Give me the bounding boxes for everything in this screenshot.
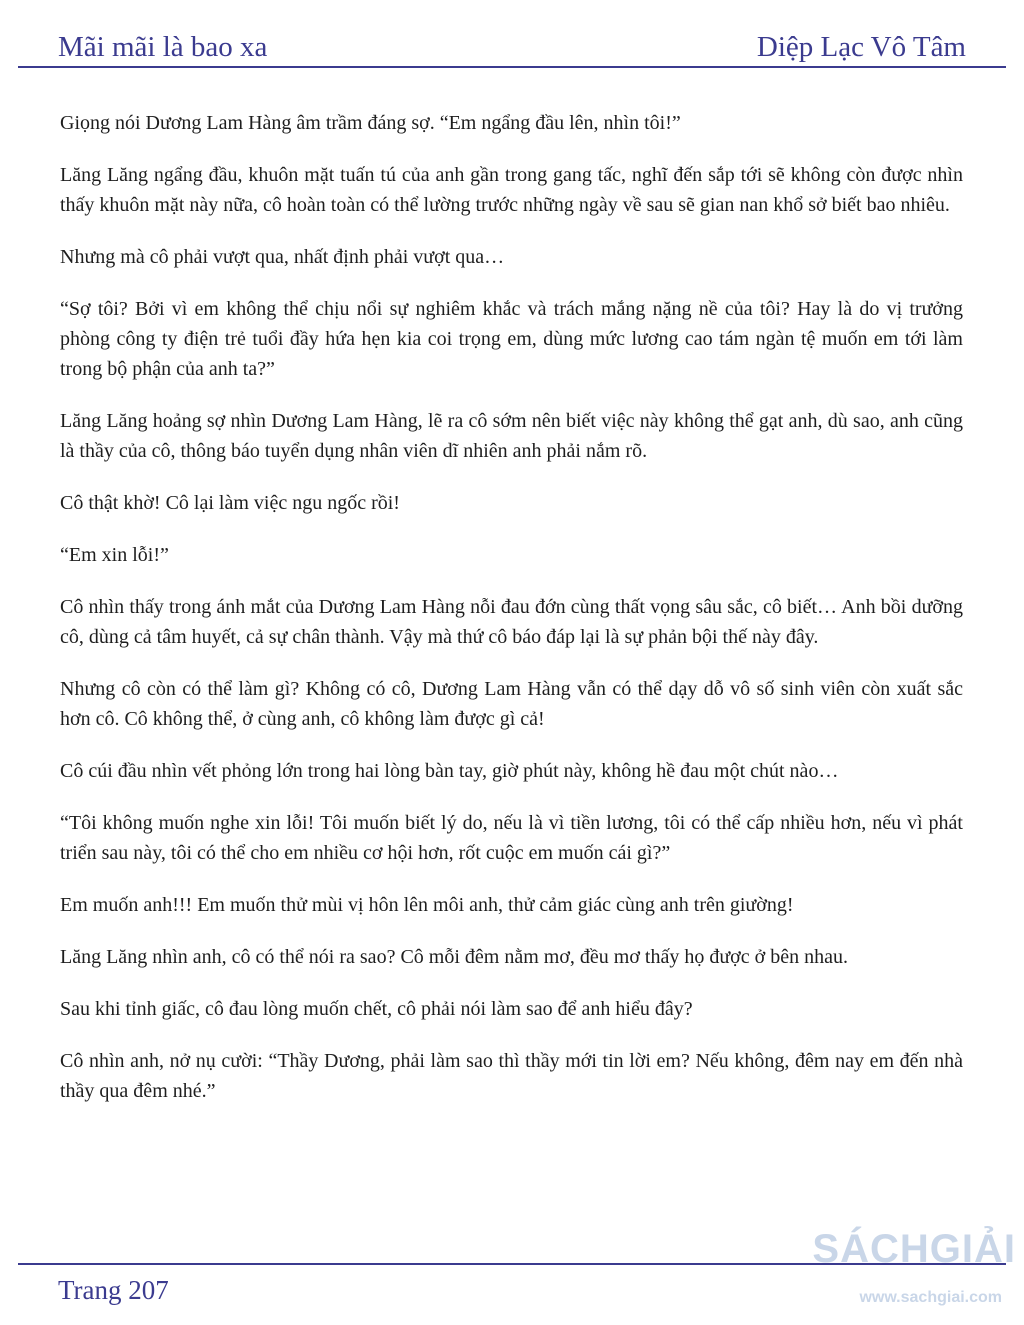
paragraph: Lăng Lăng hoảng sợ nhìn Dương Lam Hàng, lẽ ra cô sớm nên biết việc này không thể gạt anh, dù sao, anh cũng là thầy của cô, thông báo tuyển dụng nhân viên dĩ nhiên anh phải nắm rõ. <box>60 410 963 462</box>
paragraph: “Em xin lỗi!” <box>60 544 169 566</box>
paragraph: Sau khi tỉnh giấc, cô đau lòng muốn chết, cô phải nói làm sao để anh hiểu đây? <box>60 998 693 1020</box>
book-title: Mãi mãi là bao xa <box>58 31 268 63</box>
paragraph: “Sợ tôi? Bởi vì em không thể chịu nổi sự nghiêm khắc và trách mắng nặng nề của tôi? Hay là do vị trưởng phòng công ty điện trẻ tuổi đầy hứa hẹn kia coi trọng em, dùng mức lương cao tám ngàn tệ muốn em tới làm trong bộ phận của anh ta?” <box>60 298 963 380</box>
page-header <box>58 22 966 64</box>
paragraph: Nhưng mà cô phải vượt qua, nhất định phải vượt qua… <box>60 246 505 268</box>
paragraph: Em muốn anh!!! Em muốn thử mùi vị hôn lên môi anh, thử cảm giác cùng anh trên giường! <box>60 894 794 916</box>
page-number: Trang 207 <box>58 1275 169 1305</box>
book-author: Diệp Lạc Vô Tâm <box>756 31 966 63</box>
paragraph: Cô nhìn anh, nở nụ cười: “Thầy Dương, phải làm sao thì thầy mới tin lời em? Nếu không, đêm nay em đến nhà thầy qua đêm nhé.” <box>60 1050 963 1102</box>
paragraph: Giọng nói Dương Lam Hàng âm trầm đáng sợ. “Em ngẩng đầu lên, nhìn tôi!” <box>60 112 681 134</box>
paragraph: Lăng Lăng ngẩng đầu, khuôn mặt tuấn tú của anh gần trong gang tấc, nghĩ đến sắp tới sẽ không còn được nhìn thấy khuôn mặt này nữa, cô hoàn toàn có thể lường trước những ngày về sau sẽ gian nan khổ sở biết bao nhiêu. <box>60 164 963 216</box>
paragraph: “Tôi không muốn nghe xin lỗi! Tôi muốn biết lý do, nếu là vì tiền lương, tôi có thể cấp nhiều hơn, nếu vì phát triển sau này, tôi có thể cho em nhiều cơ hội hơn, rốt cuộc em muốn cái gì?” <box>60 812 963 864</box>
watermark-logo <box>810 1226 1016 1320</box>
header-divider <box>18 66 1006 68</box>
paragraph: Nhưng cô còn có thể làm gì? Không có cô, Dương Lam Hàng vẫn có thể dạy dỗ vô số sinh viên còn xuất sắc hơn cô. Cô không thể, ở cùng anh, cô không làm được gì cả! <box>60 678 963 730</box>
watermark-url: www.sachgiai.com <box>859 1289 1002 1306</box>
watermark-logo-text: SÁCHGIẢI <box>812 1227 1016 1271</box>
paragraph: Cô nhìn thấy trong ánh mắt của Dương Lam Hàng nỗi đau đớn cùng thất vọng sâu sắc, cô biết… Anh bồi dưỡng cô, dùng cả tâm huyết, cả sự chân thành. Vậy mà thứ cô báo đáp lại là sự phản bội thế này đây. <box>60 596 963 648</box>
paragraph: Lăng Lăng nhìn anh, cô có thể nói ra sao? Cô mỗi đêm nằm mơ, đều mơ thấy họ được ở bên nhau. <box>60 946 848 968</box>
chapter-body <box>60 108 963 1128</box>
paragraph: Cô cúi đầu nhìn vết phỏng lớn trong hai lòng bàn tay, giờ phút này, không hề đau một chút nào… <box>60 760 839 782</box>
paragraph: Cô thật khờ! Cô lại làm việc ngu ngốc rồi! <box>60 492 400 514</box>
